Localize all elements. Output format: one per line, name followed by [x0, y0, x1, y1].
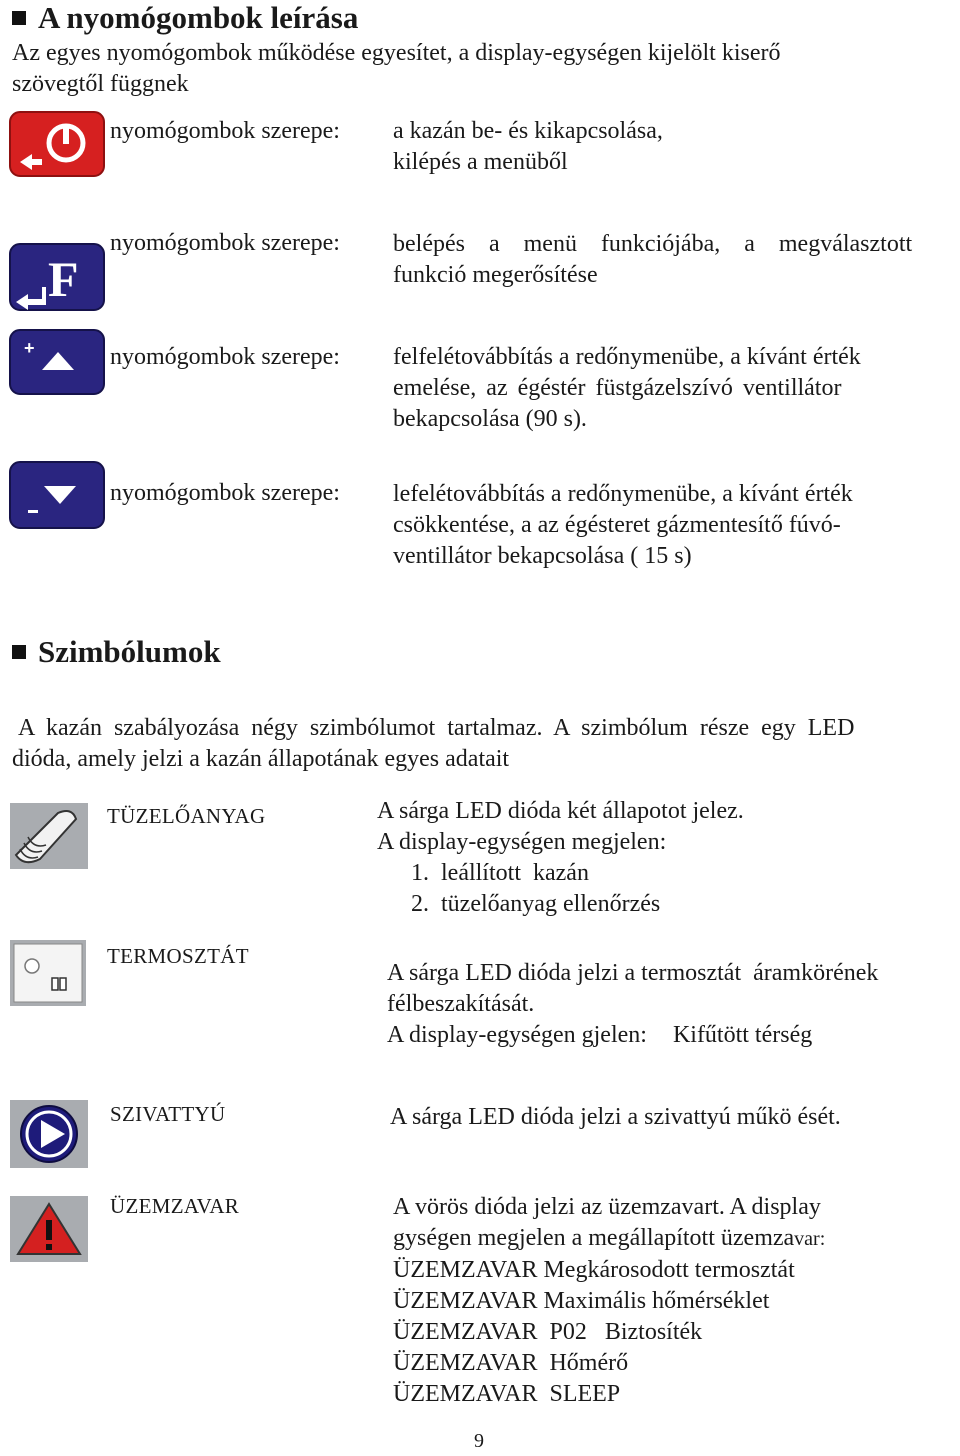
button-role-desc — [393, 342, 943, 435]
list-item: 1. leállított kazán — [411, 860, 589, 886]
bullet-square — [12, 645, 26, 659]
desc-text: var: — [794, 1228, 826, 1250]
desc-line: ventillátor bekapcsolása ( 15 s) — [393, 543, 692, 569]
section-title-symbols — [12, 634, 221, 670]
desc-line: A sárga LED dióda két állapotot jelez. — [377, 798, 744, 824]
desc-line: A vörös dióda jelzi az üzemzavart. A display — [393, 1194, 821, 1220]
status-list — [377, 858, 947, 920]
display-label: A display-egységen gjelen: — [387, 1022, 647, 1048]
symbol-desc — [377, 796, 947, 920]
fault-item: ÜZEMZAVAR Megkárosodott termosztát — [393, 1257, 795, 1283]
bullet-square — [12, 11, 26, 25]
desc-text: gységen megjelen a megállapított üzemza — [393, 1225, 795, 1251]
button-role-label: nyomógombok szerepe: — [110, 118, 340, 144]
minus-down-button-icon — [8, 460, 106, 530]
warning-triangle-icon — [10, 1196, 88, 1267]
desc-line: felfelétovábbítás a redőnymenübe, a kívánt érték — [393, 344, 861, 370]
desc-line: funkció megerősítése — [393, 262, 598, 288]
button-role-label: nyomógombok szerepe: — [110, 480, 340, 506]
symbol-label: ÜZEMZAVAR — [110, 1194, 240, 1218]
desc-line: A display-egységen megjelen: — [377, 829, 667, 855]
function-f-button-icon — [8, 242, 106, 312]
desc-line: félbeszakítását. — [387, 991, 535, 1017]
fault-item: ÜZEMZAVAR P02 Biztosíték — [393, 1319, 703, 1345]
desc-line: kilépés a menüből — [393, 149, 568, 175]
desc-line: A sárga LED dióda jelzi a termosztát áramkörének — [387, 960, 879, 986]
symbol-label: TERMOSZTÁT — [107, 944, 249, 968]
fault-item: ÜZEMZAVAR Maximális hőmérséklet — [393, 1288, 770, 1314]
intro-line-1: A kazán szabályozása négy szimbólumot tartalmaz. A szimbólum része egy LED — [18, 715, 855, 741]
symbol-label: TÜZELŐANYAG — [107, 804, 266, 828]
desc-line: bekapcsolása (90 s). — [393, 406, 587, 432]
section-title-buttons — [12, 0, 358, 36]
power-button-icon — [8, 110, 106, 178]
thermostat-switch-icon — [10, 940, 86, 1011]
page-number: 9 — [474, 1430, 484, 1452]
svg-text:F: F — [48, 251, 79, 307]
symbol-desc — [390, 1102, 950, 1133]
button-role-desc — [393, 116, 953, 178]
symbol-label: SZIVATTYÚ — [110, 1102, 226, 1126]
desc-line — [393, 1223, 953, 1255]
fault-item: ÜZEMZAVAR SLEEP — [393, 1381, 621, 1407]
fuel-log-icon — [10, 803, 88, 874]
desc-line: a kazán be- és kikapcsolása, — [393, 118, 663, 144]
svg-text:+: + — [24, 338, 35, 358]
symbol-desc — [387, 958, 957, 1051]
list-item: 2. tüzelőanyag ellenőrzés — [411, 891, 661, 917]
fault-item: ÜZEMZAVAR Hőmérő — [393, 1350, 629, 1376]
desc-line: csökkentése, a az égésteret gázmentesítő fúvó- — [393, 512, 841, 538]
intro-line-2: dióda, amely jelzi a kazán állapotának egyes adatait — [12, 746, 510, 772]
intro-line-1: Az egyes nyomógombok működése egyesítet, a display-egységen kijelölt kiserő — [12, 40, 781, 66]
desc-line: belépés a menü funkciójába, a megválasztott — [393, 231, 913, 257]
button-role-desc — [393, 229, 943, 291]
desc-line: lefelétovábbítás a redőnymenübe, a kívánt érték — [393, 481, 853, 507]
desc-line — [387, 1020, 957, 1051]
symbol-desc — [393, 1192, 953, 1410]
section-intro — [12, 713, 958, 775]
pump-play-icon — [10, 1100, 88, 1173]
desc-line: A sárga LED dióda jelzi a szivattyú műkö ését. — [390, 1104, 841, 1130]
plus-up-button-icon — [8, 328, 106, 396]
button-role-label: nyomógombok szerepe: — [110, 344, 340, 370]
button-role-label: nyomógombok szerepe: — [110, 230, 340, 256]
section-intro — [12, 38, 952, 100]
intro-line-2: szövegtől függnek — [12, 71, 189, 97]
section-title-text: A nyomógombok leírása — [38, 0, 359, 35]
desc-line: emelése, az égéstér füstgázelszívó ventillátor — [393, 375, 842, 401]
section-title-text: Szimbólumok — [38, 634, 221, 669]
display-value: Kifűtött térség — [672, 1022, 813, 1048]
button-role-desc — [393, 479, 943, 572]
